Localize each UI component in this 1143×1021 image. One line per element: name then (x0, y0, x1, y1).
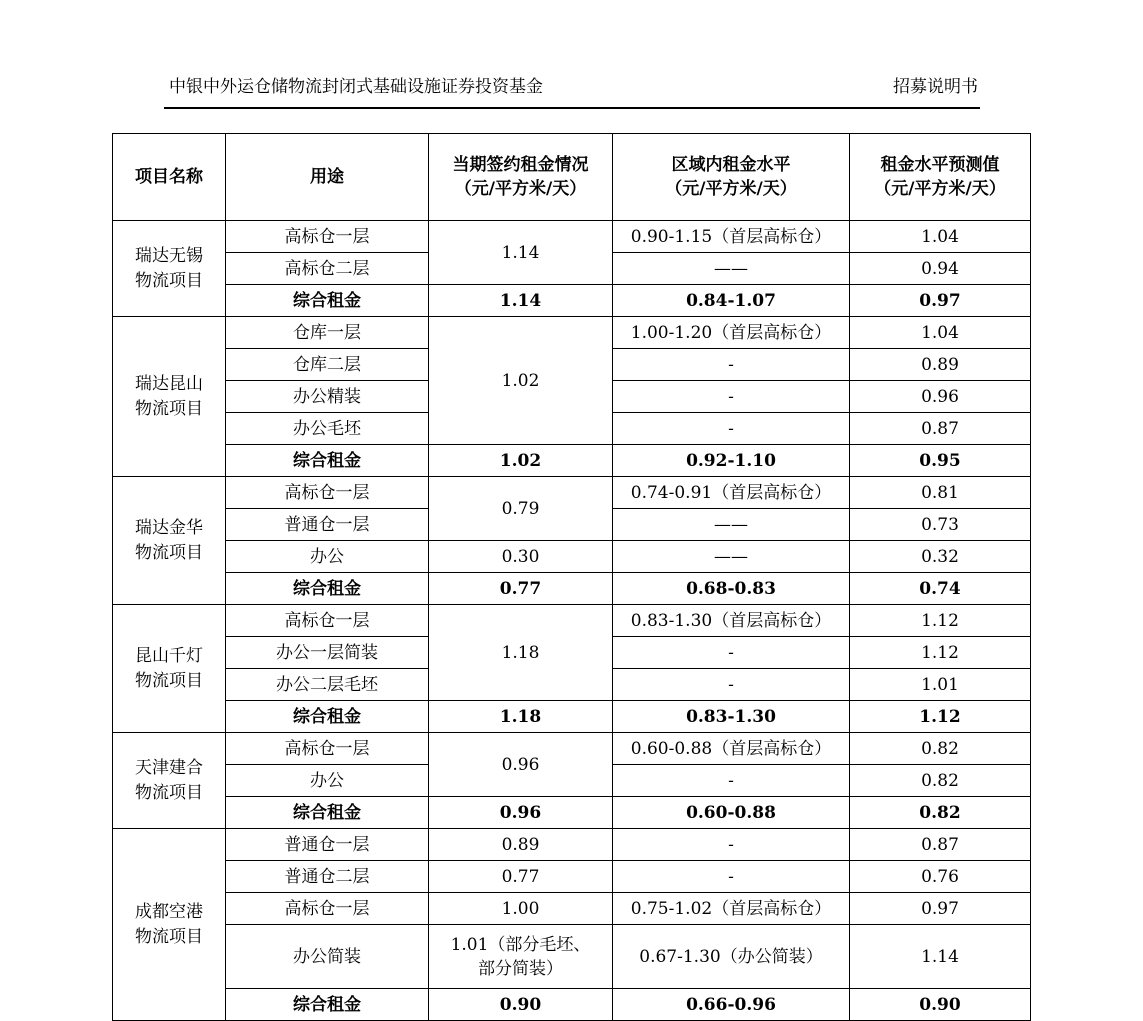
region-rent-cell: 0.84-1.07 (613, 285, 850, 317)
signed-rent-cell: 1.01（部分毛坯、 部分简装） (429, 925, 613, 989)
forecast-rent-cell: 1.04 (850, 221, 1031, 253)
region-rent-cell: 1.00-1.20（首层高标仓） (613, 317, 850, 349)
region-rent-cell: - (613, 413, 850, 445)
project-name: 昆山千灯 物流项目 (113, 605, 226, 733)
region-rent-cell: 0.74-0.91（首层高标仓） (613, 477, 850, 509)
forecast-rent-cell: 0.73 (850, 509, 1031, 541)
signed-rent-cell: 1.18 (429, 605, 613, 701)
table-row (113, 317, 1031, 349)
forecast-rent-cell: 0.76 (850, 861, 1031, 893)
region-rent-cell: 0.75-1.02（首层高标仓） (613, 893, 850, 925)
col-header-forecast-rent: 租金水平预测值 （元/平方米/天） (850, 134, 1031, 221)
region-rent-cell: - (613, 765, 850, 797)
project-name: 瑞达昆山 物流项目 (113, 317, 226, 477)
region-rent-cell: 0.68-0.83 (613, 573, 850, 605)
use-cell: 普通仓一层 (226, 829, 429, 861)
signed-rent-cell: 0.79 (429, 477, 613, 541)
use-cell: 综合租金 (226, 797, 429, 829)
use-cell: 仓库二层 (226, 349, 429, 381)
signed-rent-cell: 1.14 (429, 285, 613, 317)
use-cell: 办公简装 (226, 925, 429, 989)
use-cell: 综合租金 (226, 573, 429, 605)
use-cell: 仓库一层 (226, 317, 429, 349)
total-row (113, 797, 1031, 829)
forecast-rent-cell: 0.32 (850, 541, 1031, 573)
forecast-rent-cell: 0.96 (850, 381, 1031, 413)
forecast-rent-cell: 0.74 (850, 573, 1031, 605)
signed-rent-cell: 0.30 (429, 541, 613, 573)
signed-rent-cell: 1.18 (429, 701, 613, 733)
signed-rent-cell: 1.02 (429, 317, 613, 445)
table-row (113, 605, 1031, 637)
forecast-rent-cell: 1.04 (850, 317, 1031, 349)
project-name: 瑞达金华 物流项目 (113, 477, 226, 605)
region-rent-cell: —— (613, 509, 850, 541)
signed-rent-cell: 0.89 (429, 829, 613, 861)
region-rent-cell: - (613, 349, 850, 381)
region-rent-cell: 0.90-1.15（首层高标仓） (613, 221, 850, 253)
forecast-rent-cell: 0.94 (850, 253, 1031, 285)
use-cell: 高标仓一层 (226, 893, 429, 925)
table-row (113, 925, 1031, 989)
page-header (164, 70, 980, 109)
use-cell: 普通仓二层 (226, 861, 429, 893)
forecast-rent-cell: 0.82 (850, 797, 1031, 829)
region-rent-cell: 0.67-1.30（办公简装） (613, 925, 850, 989)
total-row (113, 445, 1031, 477)
signed-rent-cell: 1.00 (429, 893, 613, 925)
signed-rent-cell: 1.14 (429, 221, 613, 285)
project-name: 瑞达无锡 物流项目 (113, 221, 226, 317)
forecast-rent-cell: 0.81 (850, 477, 1031, 509)
region-rent-cell: 0.60-0.88 (613, 797, 850, 829)
use-cell: 高标仓一层 (226, 477, 429, 509)
use-cell: 高标仓二层 (226, 253, 429, 285)
document-type: 招募说明书 (893, 77, 978, 97)
project-name: 天津建合 物流项目 (113, 733, 226, 829)
table-row (113, 861, 1031, 893)
region-rent-cell: —— (613, 253, 850, 285)
col-header-region-rent: 区域内租金水平 （元/平方米/天） (613, 134, 850, 221)
fund-name: 中银中外运仓储物流封闭式基础设施证券投资基金 (169, 77, 543, 97)
use-cell: 办公二层毛坯 (226, 669, 429, 701)
region-rent-cell: —— (613, 541, 850, 573)
use-cell: 综合租金 (226, 285, 429, 317)
region-rent-cell: 0.92-1.10 (613, 445, 850, 477)
use-cell: 办公 (226, 765, 429, 797)
total-row (113, 285, 1031, 317)
use-cell: 办公毛坯 (226, 413, 429, 445)
forecast-rent-cell: 0.89 (850, 349, 1031, 381)
region-rent-cell: 0.60-0.88（首层高标仓） (613, 733, 850, 765)
forecast-rent-cell: 0.87 (850, 413, 1031, 445)
forecast-rent-cell: 1.12 (850, 701, 1031, 733)
forecast-rent-cell: 1.14 (850, 925, 1031, 989)
project-name: 成都空港 物流项目 (113, 829, 226, 1021)
forecast-rent-cell: 0.97 (850, 893, 1031, 925)
use-cell: 综合租金 (226, 445, 429, 477)
use-cell: 高标仓一层 (226, 733, 429, 765)
use-cell: 办公精装 (226, 381, 429, 413)
table-header-row (113, 134, 1031, 221)
region-rent-cell: - (613, 861, 850, 893)
signed-rent-cell: 0.77 (429, 573, 613, 605)
rent-table (112, 133, 1031, 1021)
region-rent-cell: - (613, 829, 850, 861)
use-cell: 办公 (226, 541, 429, 573)
forecast-rent-cell: 0.97 (850, 285, 1031, 317)
total-row (113, 701, 1031, 733)
use-cell: 综合租金 (226, 701, 429, 733)
forecast-rent-cell: 1.12 (850, 605, 1031, 637)
region-rent-cell: - (613, 381, 850, 413)
forecast-rent-cell: 0.90 (850, 989, 1031, 1021)
signed-rent-cell: 0.96 (429, 797, 613, 829)
table-row (113, 477, 1031, 509)
table-row (113, 541, 1031, 573)
region-rent-cell: 0.83-1.30（首层高标仓） (613, 605, 850, 637)
use-cell: 综合租金 (226, 989, 429, 1021)
region-rent-cell: 0.83-1.30 (613, 701, 850, 733)
region-rent-cell: - (613, 669, 850, 701)
total-row (113, 989, 1031, 1021)
use-cell: 高标仓一层 (226, 221, 429, 253)
table-row (113, 829, 1031, 861)
forecast-rent-cell: 0.82 (850, 733, 1031, 765)
signed-rent-cell: 0.90 (429, 989, 613, 1021)
forecast-rent-cell: 0.82 (850, 765, 1031, 797)
forecast-rent-cell: 0.87 (850, 829, 1031, 861)
col-header-signed-rent: 当期签约租金情况 （元/平方米/天） (429, 134, 613, 221)
forecast-rent-cell: 1.01 (850, 669, 1031, 701)
table-row (113, 733, 1031, 765)
col-header-project: 项目名称 (113, 134, 226, 221)
use-cell: 办公一层简装 (226, 637, 429, 669)
use-cell: 高标仓一层 (226, 605, 429, 637)
use-cell: 普通仓一层 (226, 509, 429, 541)
signed-rent-cell: 1.02 (429, 445, 613, 477)
total-row (113, 573, 1031, 605)
region-rent-cell: 0.66-0.96 (613, 989, 850, 1021)
region-rent-cell: - (613, 637, 850, 669)
forecast-rent-cell: 1.12 (850, 637, 1031, 669)
col-header-use: 用途 (226, 134, 429, 221)
table-row (113, 893, 1031, 925)
signed-rent-cell: 0.77 (429, 861, 613, 893)
signed-rent-cell: 0.96 (429, 733, 613, 797)
table-row (113, 221, 1031, 253)
forecast-rent-cell: 0.95 (850, 445, 1031, 477)
